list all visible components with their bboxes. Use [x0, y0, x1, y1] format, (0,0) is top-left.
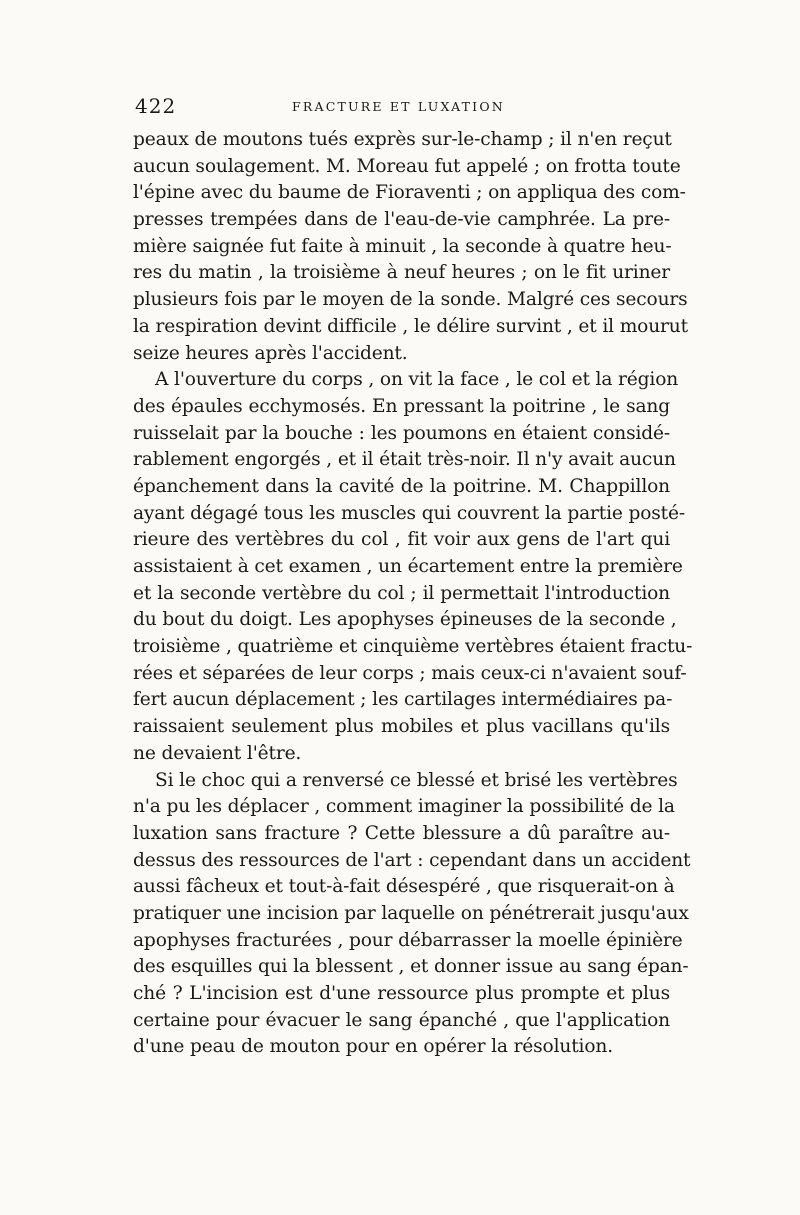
text-line: raissaient seulement plus mobiles et plus vacillans qu'ils	[133, 716, 670, 738]
text-line: apophyses fracturées , pour débarrasser la moelle épinière	[133, 929, 683, 951]
text-line: mière saignée fut faite à minuit , la seconde à quatre heu-	[133, 235, 672, 257]
text-line: luxation sans fracture ? Cette blessure a dû paraître au-	[133, 822, 670, 844]
text-line: ayant dégagé tous les muscles qui couvrent la partie posté-	[133, 502, 685, 524]
page-header	[135, 94, 670, 118]
text-line: presses trempées dans de l'eau-de-vie camphrée. La pre-	[133, 209, 670, 231]
text-line: des épaules ecchymosés. En pressant la poitrine , le sang	[133, 395, 670, 417]
text-line: d'une peau de mouton pour en opérer la résolution.	[133, 1036, 613, 1058]
text-line: fert aucun déplacement ; les cartilages intermédiaires pa-	[133, 689, 673, 711]
text-line: troisième , quatrième et cinquième vertèbres étaient fractu-	[133, 636, 693, 658]
paragraph-first-line: A l'ouverture du corps , on vit la face , le col et la région	[155, 369, 679, 391]
text-line: peaux de moutons tués exprès sur-le-champ ; il n'en reçut	[133, 129, 672, 150]
text-line: l'épine avec du baume de Fioraventi ; on appliqua des com-	[133, 182, 686, 204]
text-line: ché ? L'incision est d'une ressource plus prompte et plus	[133, 983, 670, 1004]
text-line: n'a pu les déplacer , comment imaginer la possibilité de la	[133, 796, 675, 818]
text-line: assistaient à cet examen , un écartement entre la première	[133, 556, 683, 577]
text-line: ruisselait par la bouche : les poumons en étaient considé-	[133, 422, 670, 444]
text-line: pratiquer une incision par laquelle on pénétrerait jusqu'aux	[133, 902, 689, 924]
text-line: seize heures après l'accident.	[133, 342, 408, 364]
text-line: et la seconde vertèbre du col ; il permettait l'introduction	[133, 582, 670, 604]
text-line: rées et séparées de leur corps ; mais ceux-ci n'avaient souf-	[133, 662, 687, 684]
running-title: FRACTURE ET LUXATION	[292, 99, 505, 114]
text-line: des esquilles qui la blessent , et donner issue au sang épan-	[133, 956, 689, 978]
text-line: aucun soulagement. M. Moreau fut appelé ; on frotta toute	[133, 155, 681, 177]
paragraph-first-line: Si le choc qui a renversé ce blessé et brisé les vertèbres	[155, 769, 678, 791]
text-line: épanchement dans la cavité de la poitrine. M. Chappillon	[133, 475, 670, 497]
page-number: 422	[135, 94, 177, 118]
text-line: rieure des vertèbres du col , fit voir aux gens de l'art qui	[133, 529, 670, 551]
text-line: ne devaient l'être.	[133, 742, 302, 764]
text-line: res du matin , la troisième à neuf heures ; on le fit uriner	[133, 262, 670, 284]
text-line: aussi fâcheux et tout-à-fait désespéré , que risquerait-on à	[133, 876, 675, 898]
text-line: rablement engorgés , et il était très-noir. Il n'y avait aucun	[133, 449, 676, 471]
text-line: plusieurs fois par le moyen de la sonde. Malgré ces secours	[133, 289, 688, 311]
text-line: la respiration devint difficile , le délire survint , et il mourut	[133, 315, 688, 337]
text-line: dessus des ressources de l'art : cependant dans un accident	[133, 849, 691, 871]
body-text	[133, 127, 693, 1061]
text-line: certaine pour évacuer le sang épanché , que l'application	[133, 1009, 670, 1031]
text-line: du bout du doigt. Les apophyses épineuses de la seconde ,	[133, 609, 677, 631]
